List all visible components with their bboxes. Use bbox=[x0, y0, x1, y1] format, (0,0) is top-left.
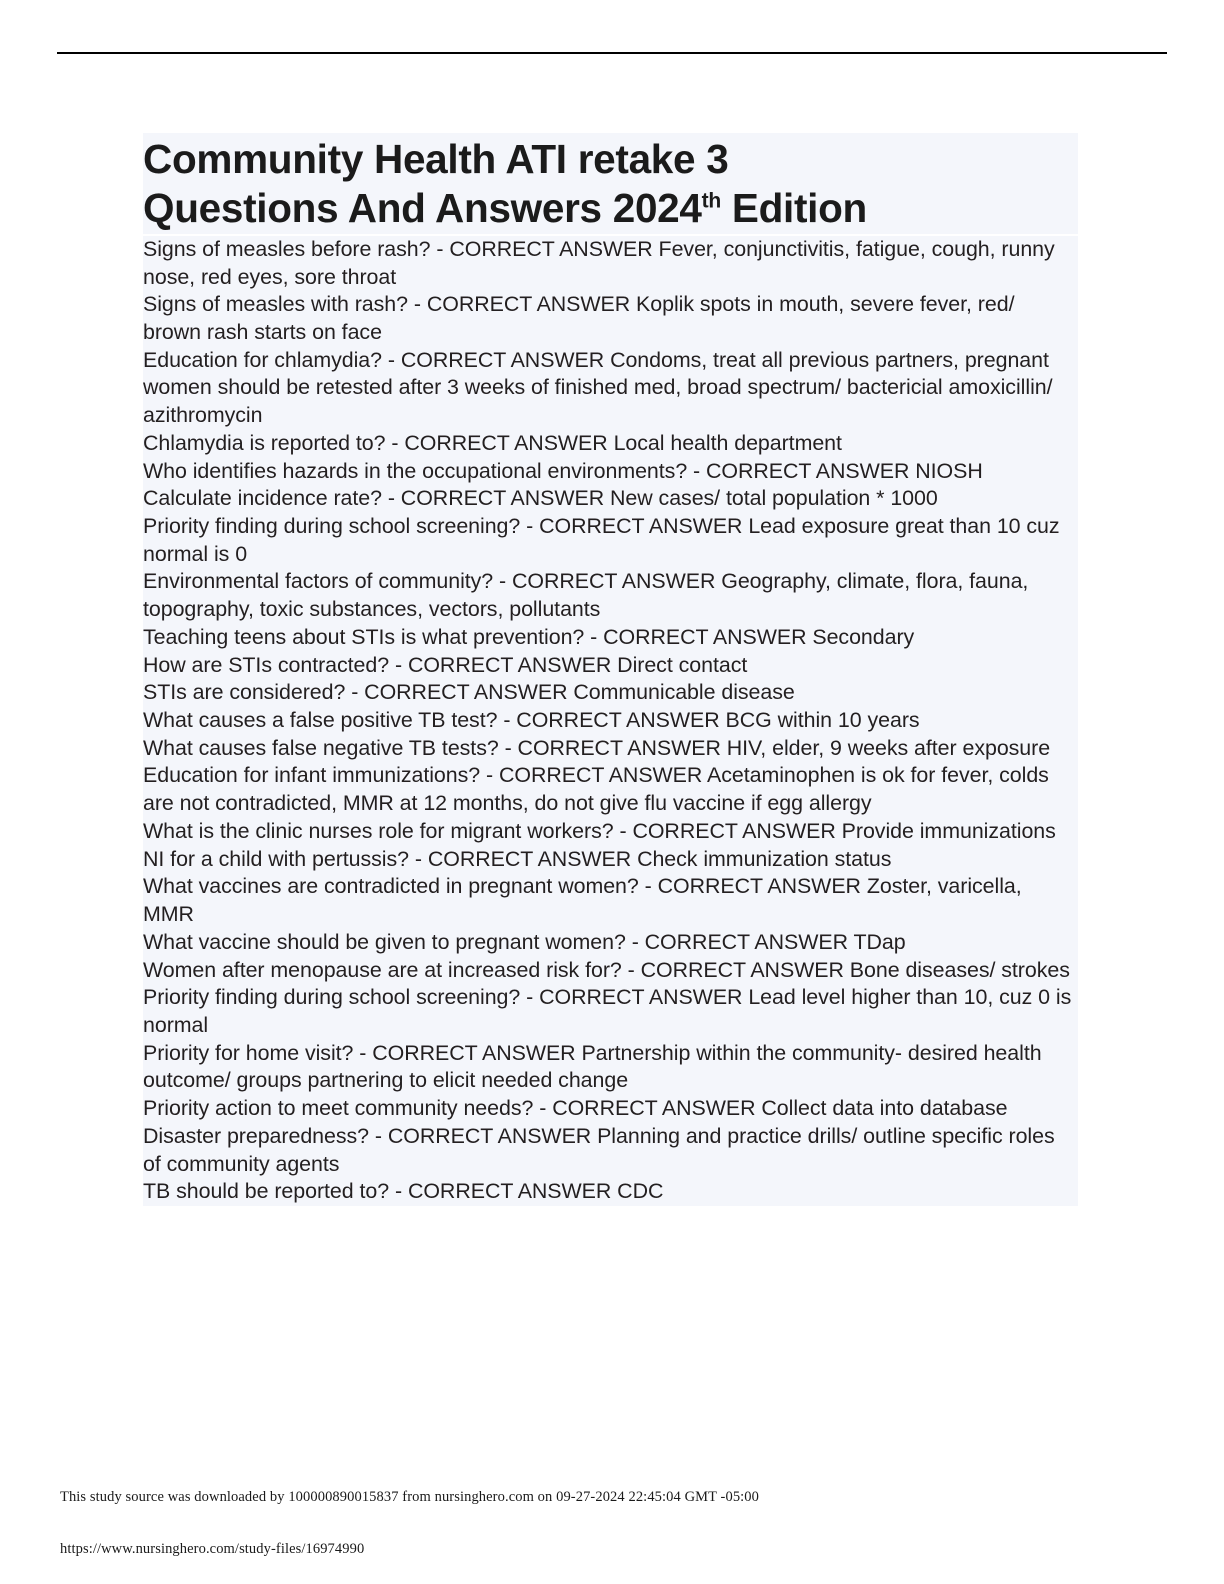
qa-item: TB should be reported to? - CORRECT ANSWER CDC bbox=[143, 1178, 1078, 1206]
qa-item: Priority finding during school screening? - CORRECT ANSWER Lead exposure great than 10 cuz normal is 0 bbox=[143, 513, 1078, 568]
qa-item: What vaccines are contradicted in pregnant women? - CORRECT ANSWER Zoster, varicella, MMR bbox=[143, 873, 1078, 928]
qa-item: Women after menopause are at increased risk for? - CORRECT ANSWER Bone diseases/ strokes bbox=[143, 957, 1078, 985]
qa-item: Disaster preparedness? - CORRECT ANSWER Planning and practice drills/ outline specific roles of community agents bbox=[143, 1123, 1078, 1178]
qa-item: Teaching teens about STIs is what prevention? - CORRECT ANSWER Secondary bbox=[143, 624, 1078, 652]
qa-item: Calculate incidence rate? - CORRECT ANSWER New cases/ total population * 1000 bbox=[143, 485, 1078, 513]
header-divider bbox=[57, 52, 1167, 54]
qa-item: Education for chlamydia? - CORRECT ANSWER Condoms, treat all previous partners, pregnant women should be retested after 3 weeks of finished med, broad spectrum/ bactericial amoxicillin/ azithromycin bbox=[143, 347, 1078, 430]
qa-item: Signs of measles with rash? - CORRECT ANSWER Koplik spots in mouth, severe fever, red/ brown rash starts on face bbox=[143, 291, 1078, 346]
page-title-line2-suffix: Edition bbox=[720, 185, 867, 232]
qa-item: Priority action to meet community needs? - CORRECT ANSWER Collect data into database bbox=[143, 1095, 1078, 1123]
qa-item: NI for a child with pertussis? - CORRECT ANSWER Check immunization status bbox=[143, 846, 1078, 874]
page-title-ordinal-suffix: th bbox=[701, 189, 721, 213]
qa-list bbox=[143, 236, 1078, 1206]
qa-item: Who identifies hazards in the occupational environments? - CORRECT ANSWER NIOSH bbox=[143, 458, 1078, 486]
qa-item: STIs are considered? - CORRECT ANSWER Communicable disease bbox=[143, 679, 1078, 707]
page-title-line2-prefix: Questions And Answers 2024 bbox=[143, 185, 702, 232]
page-title bbox=[143, 133, 1078, 234]
qa-item: What is the clinic nurses role for migrant workers? - CORRECT ANSWER Provide immunizations bbox=[143, 818, 1078, 846]
qa-item: Education for infant immunizations? - CORRECT ANSWER Acetaminophen is ok for fever, colds are not contradicted, MMR at 12 months, do not give flu vaccine if egg allergy bbox=[143, 762, 1078, 817]
qa-item: Signs of measles before rash? - CORRECT ANSWER Fever, conjunctivitis, fatigue, cough, runny nose, red eyes, sore throat bbox=[143, 236, 1078, 291]
qa-item: Priority finding during school screening? - CORRECT ANSWER Lead level higher than 10, cuz 0 is normal bbox=[143, 984, 1078, 1039]
qa-item: Priority for home visit? - CORRECT ANSWER Partnership within the community- desired health outcome/ groups partnering to elicit needed change bbox=[143, 1040, 1078, 1095]
qa-item: Chlamydia is reported to? - CORRECT ANSWER Local health department bbox=[143, 430, 1078, 458]
qa-item: What causes false negative TB tests? - CORRECT ANSWER HIV, elder, 9 weeks after exposure bbox=[143, 735, 1078, 763]
page-title-line1: Community Health ATI retake 3 bbox=[143, 136, 729, 182]
source-url-link[interactable]: https://www.nursinghero.com/study-files/16974990 bbox=[60, 1541, 365, 1557]
qa-item: What causes a false positive TB test? - CORRECT ANSWER BCG within 10 years bbox=[143, 707, 1078, 735]
qa-item: What vaccine should be given to pregnant women? - CORRECT ANSWER TDap bbox=[143, 929, 1078, 957]
download-attribution: This study source was downloaded by 100000890015837 from nursinghero.com on 09-27-2024 22:45:04 GMT -05:00 bbox=[60, 1489, 760, 1505]
qa-item: How are STIs contracted? - CORRECT ANSWER Direct contact bbox=[143, 652, 1078, 680]
document-body bbox=[143, 133, 1078, 1206]
qa-item: Environmental factors of community? - CORRECT ANSWER Geography, climate, flora, fauna, topography, toxic substances, vectors, pollutants bbox=[143, 568, 1078, 623]
